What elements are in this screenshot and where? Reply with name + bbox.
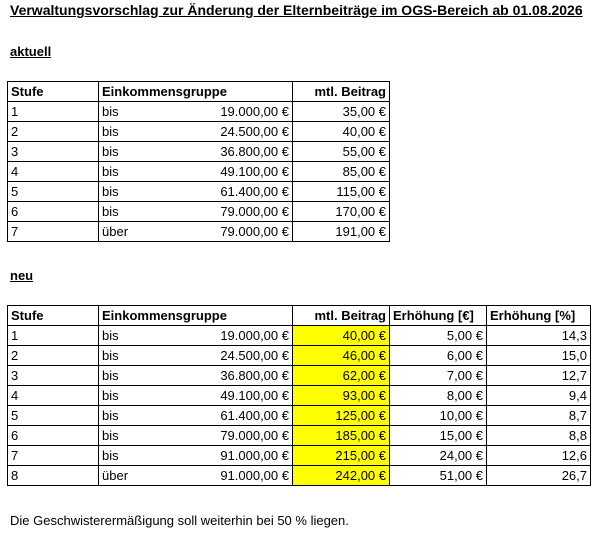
- operator-cell: über: [99, 222, 195, 242]
- increase-pct-cell: 9,4: [487, 386, 591, 406]
- table-row: [8, 202, 390, 222]
- table-row: [8, 142, 390, 162]
- monthly-fee-cell: 115,00 €: [293, 182, 390, 202]
- increase-eur-cell: 6,00 €: [390, 346, 487, 366]
- income-amount-cell: 49.100,00 €: [195, 386, 293, 406]
- operator-cell: bis: [99, 202, 195, 222]
- current-fee-table: [7, 81, 390, 242]
- monthly-fee-cell: 35,00 €: [293, 102, 390, 122]
- operator-cell: bis: [99, 446, 195, 466]
- increase-pct-cell: 14,3: [487, 326, 591, 346]
- stufe-cell: 6: [8, 202, 99, 222]
- footer-note: Die Geschwisterermäßigung soll weiterhin bei 50 % liegen.: [10, 513, 349, 528]
- income-amount-cell: 49.100,00 €: [195, 162, 293, 182]
- stufe-cell: 6: [8, 426, 99, 446]
- stufe-cell: 3: [8, 142, 99, 162]
- table-row: [8, 162, 390, 182]
- table-row: [8, 406, 591, 426]
- stufe-cell: 7: [8, 446, 99, 466]
- table-row: [8, 122, 390, 142]
- table-row: [8, 222, 390, 242]
- monthly-fee-cell: 125,00 €: [293, 406, 390, 426]
- income-amount-cell: 91.000,00 €: [195, 466, 293, 486]
- monthly-fee-cell: 85,00 €: [293, 162, 390, 182]
- increase-eur-cell: 8,00 €: [390, 386, 487, 406]
- income-amount-cell: 79.000,00 €: [195, 222, 293, 242]
- increase-pct-cell: 12,6: [487, 446, 591, 466]
- monthly-fee-cell: 93,00 €: [293, 386, 390, 406]
- monthly-fee-cell: 46,00 €: [293, 346, 390, 366]
- monthly-fee-cell: 55,00 €: [293, 142, 390, 162]
- operator-cell: bis: [99, 162, 195, 182]
- monthly-fee-cell: 242,00 €: [293, 466, 390, 486]
- header-mtl-beitrag: mtl. Beitrag: [293, 306, 390, 326]
- income-amount-cell: 19.000,00 €: [195, 102, 293, 122]
- income-amount-cell: 79.000,00 €: [195, 426, 293, 446]
- table-header-row: [8, 306, 591, 326]
- monthly-fee-cell: 185,00 €: [293, 426, 390, 446]
- stufe-cell: 3: [8, 366, 99, 386]
- increase-pct-cell: 15,0: [487, 346, 591, 366]
- monthly-fee-cell: 40,00 €: [293, 122, 390, 142]
- stufe-cell: 8: [8, 466, 99, 486]
- table-row: [8, 366, 591, 386]
- operator-cell: bis: [99, 326, 195, 346]
- operator-cell: bis: [99, 142, 195, 162]
- increase-eur-cell: 5,00 €: [390, 326, 487, 346]
- stufe-cell: 1: [8, 102, 99, 122]
- table-row: [8, 446, 591, 466]
- income-amount-cell: 24.500,00 €: [195, 122, 293, 142]
- table-row: [8, 346, 591, 366]
- monthly-fee-cell: 170,00 €: [293, 202, 390, 222]
- stufe-cell: 2: [8, 122, 99, 142]
- header-erhoehung-pct: Erhöhung [%]: [487, 306, 591, 326]
- increase-pct-cell: 8,8: [487, 426, 591, 446]
- operator-cell: über: [99, 466, 195, 486]
- table-header-row: [8, 82, 390, 102]
- table-row: [8, 326, 591, 346]
- increase-eur-cell: 7,00 €: [390, 366, 487, 386]
- monthly-fee-cell: 62,00 €: [293, 366, 390, 386]
- stufe-cell: 2: [8, 346, 99, 366]
- income-amount-cell: 24.500,00 €: [195, 346, 293, 366]
- stufe-cell: 5: [8, 182, 99, 202]
- monthly-fee-cell: 40,00 €: [293, 326, 390, 346]
- header-stufe: Stufe: [8, 306, 99, 326]
- operator-cell: bis: [99, 182, 195, 202]
- table-row: [8, 102, 390, 122]
- document-title: Verwaltungsvorschlag zur Änderung der Elternbeiträge im OGS-Bereich ab 01.08.2026: [10, 2, 583, 18]
- table-row: [8, 182, 390, 202]
- operator-cell: bis: [99, 102, 195, 122]
- increase-eur-cell: 24,00 €: [390, 446, 487, 466]
- operator-cell: bis: [99, 386, 195, 406]
- increase-eur-cell: 15,00 €: [390, 426, 487, 446]
- operator-cell: bis: [99, 426, 195, 446]
- income-amount-cell: 91.000,00 €: [195, 446, 293, 466]
- operator-cell: bis: [99, 346, 195, 366]
- increase-pct-cell: 8,7: [487, 406, 591, 426]
- stufe-cell: 4: [8, 162, 99, 182]
- table-row: [8, 386, 591, 406]
- income-amount-cell: 36.800,00 €: [195, 366, 293, 386]
- section-heading-current: aktuell: [10, 44, 52, 59]
- increase-pct-cell: 26,7: [487, 466, 591, 486]
- operator-cell: bis: [99, 366, 195, 386]
- monthly-fee-cell: 191,00 €: [293, 222, 390, 242]
- increase-eur-cell: 51,00 €: [390, 466, 487, 486]
- income-amount-cell: 36.800,00 €: [195, 142, 293, 162]
- new-fee-table: [7, 305, 591, 486]
- header-einkommensgruppe: Einkommensgruppe: [99, 82, 293, 102]
- stufe-cell: 5: [8, 406, 99, 426]
- income-amount-cell: 79.000,00 €: [195, 202, 293, 222]
- stufe-cell: 1: [8, 326, 99, 346]
- operator-cell: bis: [99, 122, 195, 142]
- operator-cell: bis: [99, 406, 195, 426]
- header-stufe: Stufe: [8, 82, 99, 102]
- income-amount-cell: 61.400,00 €: [195, 406, 293, 426]
- table-row: [8, 426, 591, 446]
- header-mtl-beitrag: mtl. Beitrag: [293, 82, 390, 102]
- header-erhoehung-eur: Erhöhung [€]: [390, 306, 487, 326]
- income-amount-cell: 19.000,00 €: [195, 326, 293, 346]
- increase-eur-cell: 10,00 €: [390, 406, 487, 426]
- stufe-cell: 4: [8, 386, 99, 406]
- income-amount-cell: 61.400,00 €: [195, 182, 293, 202]
- stufe-cell: 7: [8, 222, 99, 242]
- section-heading-new: neu: [10, 268, 34, 283]
- table-row: [8, 466, 591, 486]
- header-einkommensgruppe: Einkommensgruppe: [99, 306, 293, 326]
- monthly-fee-cell: 215,00 €: [293, 446, 390, 466]
- increase-pct-cell: 12,7: [487, 366, 591, 386]
